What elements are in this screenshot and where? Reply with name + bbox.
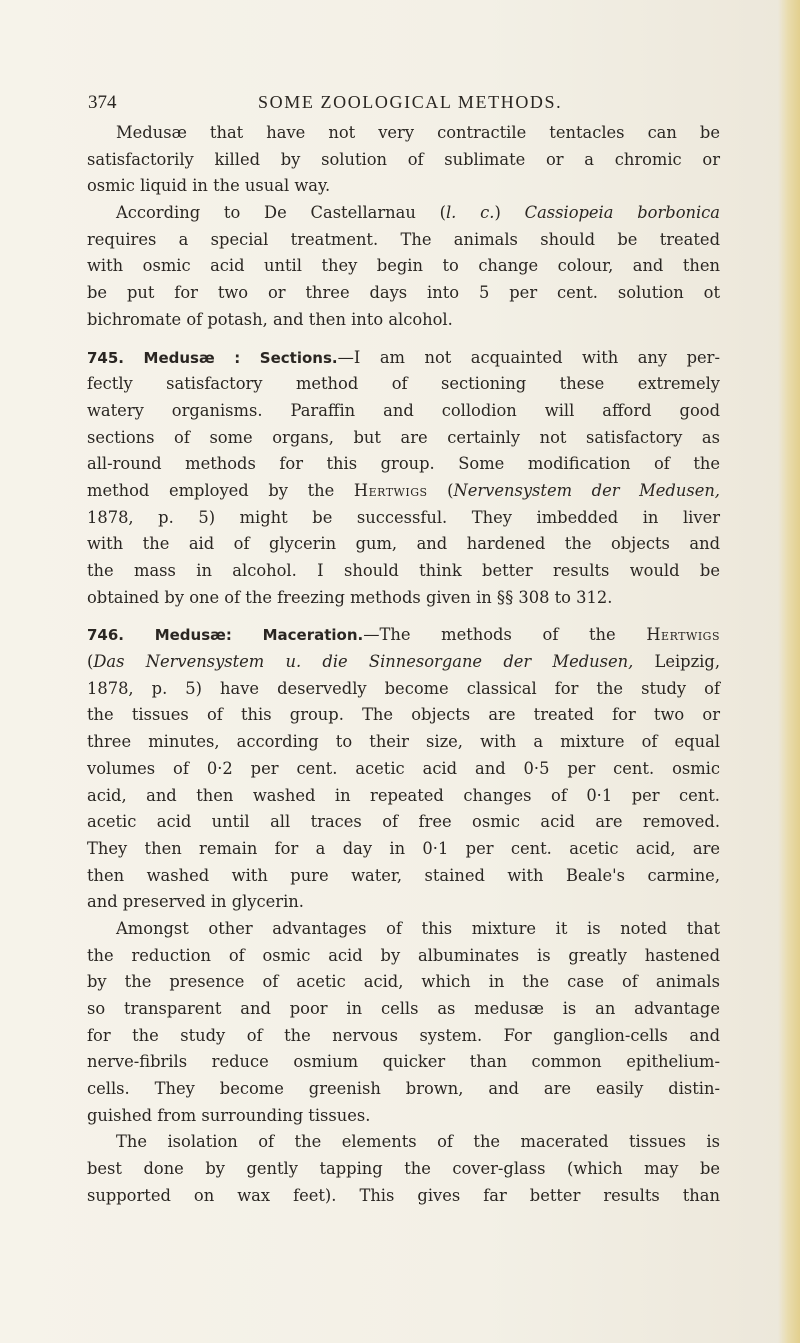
species-name: Cassiopeia borbonica <box>524 203 721 223</box>
text-line: bichromate of potash, and then into alcohol. <box>87 309 453 329</box>
text-line: cells. They become greenish brown, and are easily distin- <box>87 1079 720 1099</box>
text-line: (Das Nervensystem u. die Sinnesorgane der Medusen, Leipzig, <box>87 652 720 672</box>
section-745 <box>87 345 720 612</box>
text-line: According to De Castellarnau (l. c.) Cassiopeia borbonica <box>116 203 721 223</box>
text-line: Medusæ that have not very contractile tentacles can be <box>116 123 720 142</box>
text-line: acid, and then washed in repeated changes of 0·1 per cent. <box>87 785 720 805</box>
text-line: 1878, p. 5) might be successful. They imbedded in liver <box>87 507 720 527</box>
text-line: with osmic acid until they begin to change colour, and then <box>87 256 720 276</box>
section-746 <box>87 622 720 916</box>
text-line: supported on wax feet). This gives far better results than <box>87 1185 720 1205</box>
text-line: sections of some organs, but are certainly not satisfactory as <box>87 427 720 447</box>
paragraph-intro <box>87 120 720 200</box>
text-line: by the presence of acetic acid, which in the case of animals <box>87 972 720 992</box>
text-line: with the aid of glycerin gum, and hardened the objects and <box>87 534 720 554</box>
text-line: obtained by one of the freezing methods given in §§ 308 to 312. <box>87 587 613 607</box>
work-title: Nervensystem der Medusen, <box>453 480 720 500</box>
text-line: 745. Medusæ : Sections.—I am not acquainted with any per- <box>87 347 720 367</box>
author-name: Hertwigs <box>646 625 720 645</box>
text-line: They then remain for a day in 0·1 per cent. acetic acid, are <box>87 838 720 858</box>
text-line: the reduction of osmic acid by albuminates is greatly hastened <box>87 945 720 965</box>
section-number: 746. <box>87 626 125 645</box>
paragraph-advantages <box>87 916 720 1130</box>
text-line: for the study of the nervous system. For ganglion-cells and <box>87 1025 720 1045</box>
page-edge <box>778 0 800 1343</box>
page-number: 374 <box>88 92 117 113</box>
text-line: 1878, p. 5) have deservedly become classical for the study of <box>87 678 720 698</box>
text-line: the tissues of this group. The objects are treated for two or <box>87 705 720 725</box>
author-name: Hertwigs <box>353 480 428 500</box>
text-line: guished from surrounding tissues. <box>87 1105 371 1125</box>
paragraph-castellarnau <box>87 200 720 333</box>
text-line: volumes of 0·2 per cent. acetic acid and 0·5 per cent. osmic <box>87 758 720 778</box>
work-title: Das Nervensystem u. die Sinnesorgane der Medusen, <box>93 652 634 672</box>
text-line: acetic acid until all traces of free osmic acid are removed. <box>87 812 720 832</box>
text-line: satisfactorily killed by solution of sublimate or a chromic or <box>87 149 720 169</box>
text-line: so transparent and poor in cells as medusæ is an advantage <box>87 999 720 1018</box>
text-line: osmic liquid in the usual way. <box>87 176 331 196</box>
text-line: best done by gently tapping the cover-glass (which may be <box>87 1159 720 1179</box>
section-title: Medusæ: Maceration. <box>154 626 364 645</box>
text-line: method employed by the Hertwigs (Nervensystem der Medusen, <box>87 480 720 500</box>
text-line: The isolation of the elements of the macerated tissues is <box>116 1132 720 1152</box>
body-text <box>87 120 720 1210</box>
text-line: 746. Medusæ: Maceration.—The methods of the Hertwigs <box>87 625 720 645</box>
text-line: three minutes, according to their size, with a mixture of equal <box>87 732 720 752</box>
text-line: be put for two or three days into 5 per cent. solution ot <box>87 283 720 303</box>
section-title: Medusæ : Sections. <box>143 348 338 367</box>
text-line: fectly satisfactory method of sectioning these extremely <box>87 374 720 394</box>
text-line: the mass in alcohol. I should think better results would be <box>87 561 720 580</box>
text-line: then washed with pure water, stained with Beale's carmine, <box>87 865 720 885</box>
text-line: and preserved in glycerin. <box>87 892 304 912</box>
text-line: nerve-fibrils reduce osmium quicker than common epithelium- <box>87 1052 720 1072</box>
text-line: all-round methods for this group. Some modification of the <box>87 454 720 474</box>
citation: l. c. <box>445 203 495 223</box>
text-line: watery organisms. Paraffin and collodion will afford good <box>87 400 720 420</box>
text-line: Amongst other advantages of this mixture it is noted that <box>116 918 720 938</box>
text-line: requires a special treatment. The animals should be treated <box>87 229 720 249</box>
running-head: SOME ZOOLOGICAL METHODS. <box>258 92 563 112</box>
section-number: 745. <box>87 348 125 367</box>
paragraph-isolation <box>87 1129 720 1209</box>
page-header <box>88 92 688 118</box>
